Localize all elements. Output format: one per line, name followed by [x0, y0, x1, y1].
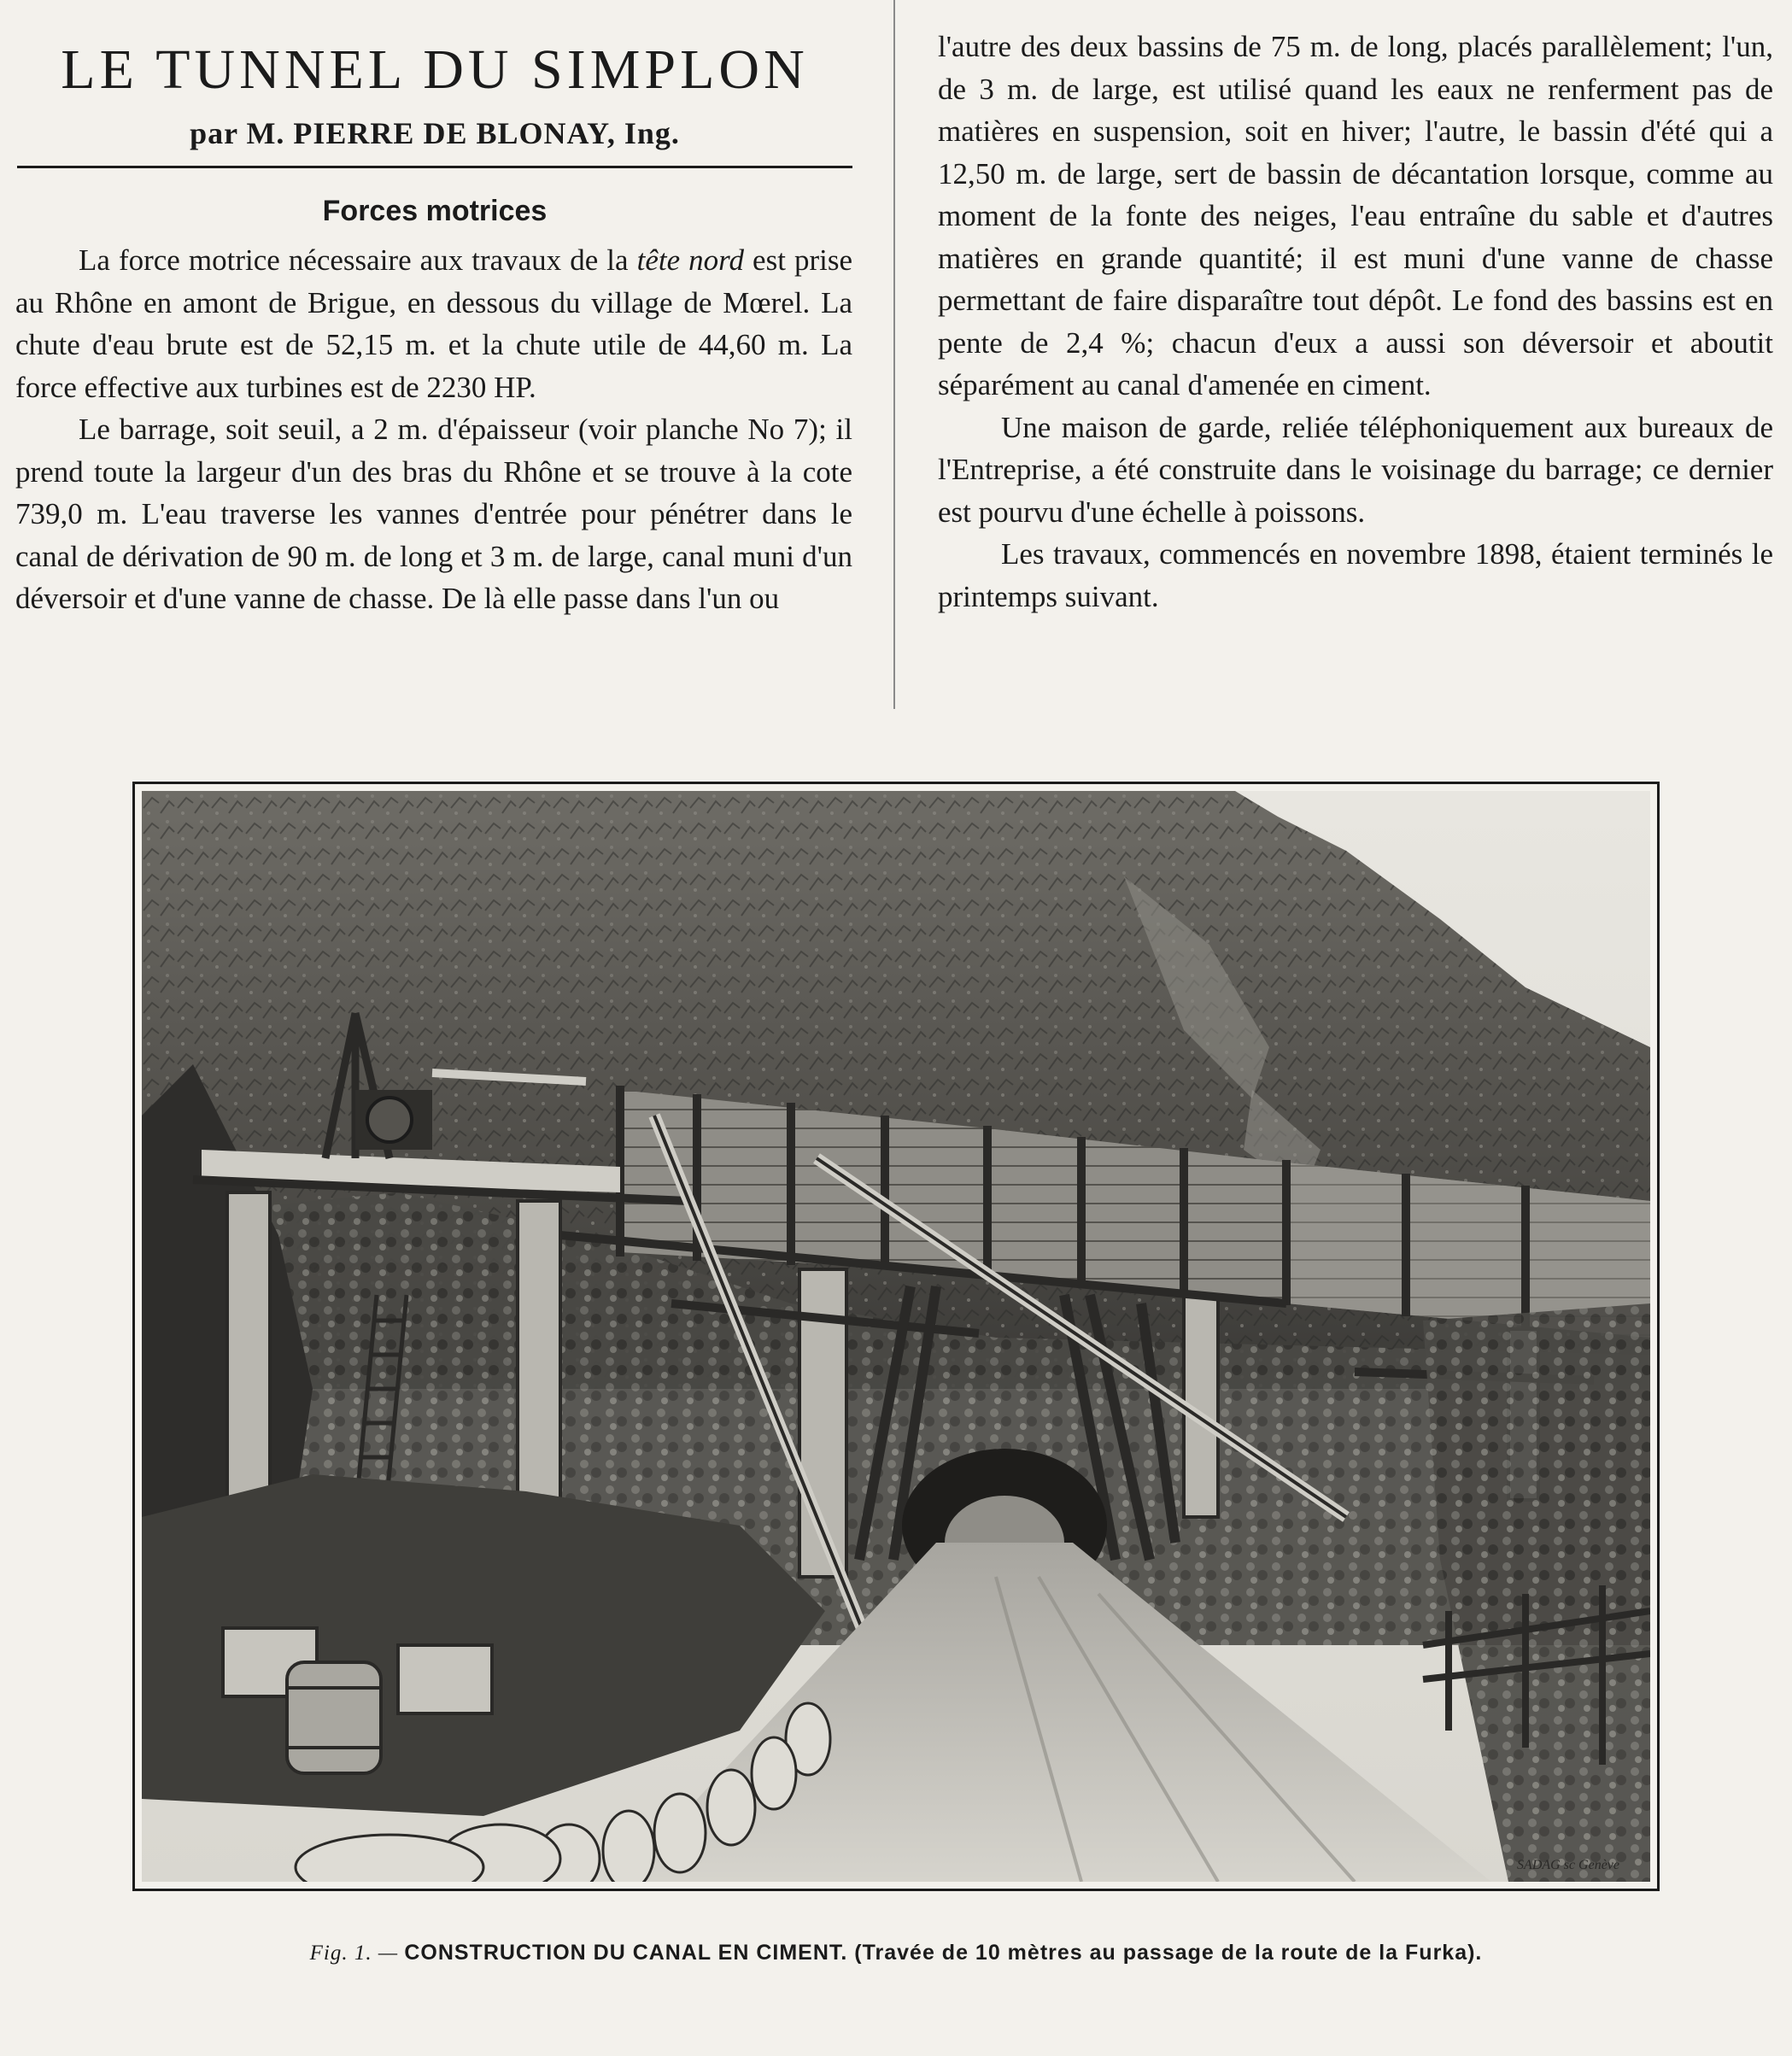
column-divider [893, 0, 895, 709]
italic-term: tête nord [636, 243, 744, 277]
left-column [15, 239, 852, 620]
caption-title: CONSTRUCTION DU CANAL EN CIMENT. [404, 1941, 848, 1965]
paragraph: Le barrage, soit seuil, a 2 m. d'épaisseur (voir planche No 7); il prend toute la largeur d'un des bras du Rhône et se trouve à la cote 739,0 m. L'eau traverse les vannes d'entrée pour pénétrer dans le canal de dérivation de 90 m. de long et 3 m. de large, canal muni d'un déversoir et d'une vanne de chasse. De là elle passe dans l'un ou [15, 413, 852, 615]
title-rule [17, 166, 852, 168]
caption-fig-number: Fig. 1. — [309, 1942, 405, 1965]
article-title: LE TUNNEL DU SIMPLON [61, 38, 809, 101]
section-heading: Forces motrices [322, 195, 548, 227]
paragraph: Une maison de garde, reliée téléphoniquement aux bureaux de l'Entreprise, a été construite dans le voisinage du barrage; ce dernier est pourvu d'une échelle à poissons. [938, 410, 1773, 529]
right-column [938, 26, 1773, 618]
paragraph: Les travaux, commencés en novembre 1898, étaient terminés le printemps suivant. [938, 537, 1773, 613]
paragraph: La force motrice nécessaire aux travaux de la tête nord est prise au Rhône en amont de Brigue, en dessous du village de Mœrel. La chute d'eau brute est de 52,15 m. et la chute utile de 44,60 m. La force effective aux turbines est de 2230 HP. [15, 243, 852, 404]
caption-detail: (Travée de 10 mètres au passage de la route de la Furka). [847, 1941, 1483, 1965]
figure-caption [132, 1941, 1660, 1965]
photo-credit: SADAG sc Genève [1517, 1858, 1619, 1872]
canal-construction-photo [142, 791, 1650, 1882]
paragraph: l'autre des deux bassins de 75 m. de long, placés parallèlement; l'un, de 3 m. de large, est utilisé quand les eaux ne renferment pas de matières en suspension, soit en hiver; l'autre, le bassin d'été qui a 12,50 m. de large, sert de bassin de décantation lorsque, comme au moment de la fonte des neiges, l'eau entraîne du sable et d'autres matières en grande quantité; il est muni d'une vanne de chasse permettant de faire disparaître tout dépôt. Le fond des bassins est en pente de 2,4 %; chacun d'eux a aussi son déversoir et aboutit séparément au canal d'amenée en ciment. [938, 30, 1773, 401]
article-byline: par M. PIERRE DE BLONAY, Ing. [190, 116, 680, 150]
figure-photo-frame [132, 782, 1660, 1891]
